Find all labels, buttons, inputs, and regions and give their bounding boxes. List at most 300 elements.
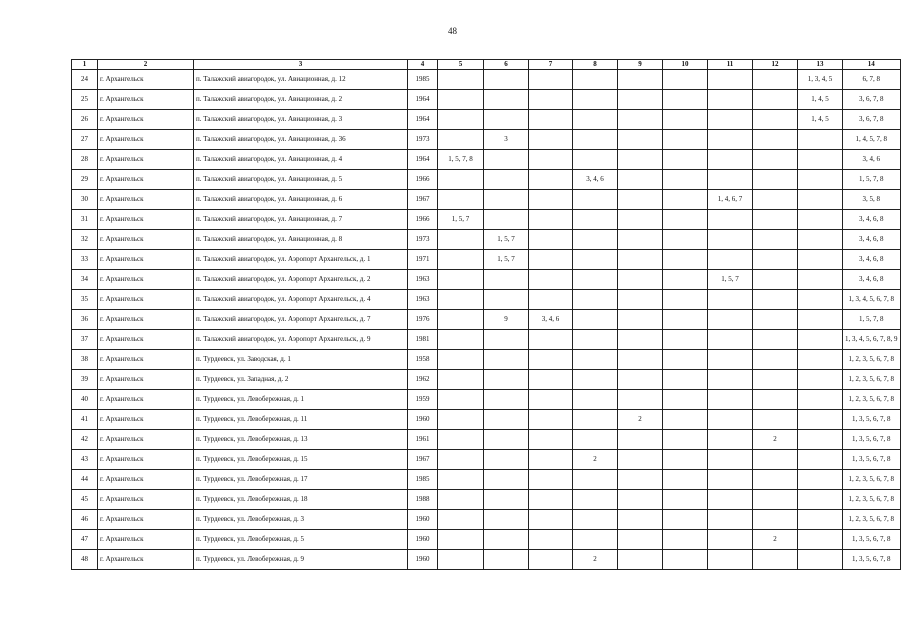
- col-8-cell: [573, 430, 618, 450]
- address-cell: п. Талажский авиагородок, ул. Аэропорт Архангельск, д. 9: [194, 330, 408, 350]
- year-cell: 1962: [408, 370, 438, 390]
- address-cell: п. Талажский авиагородок, ул. Авиационная, д. 5: [194, 170, 408, 190]
- col-5-cell: [438, 190, 484, 210]
- col-9-cell: 2: [618, 410, 663, 430]
- col-7-cell: [529, 390, 573, 410]
- column-header-9: 9: [618, 60, 663, 70]
- year-cell: 1958: [408, 350, 438, 370]
- table-row: [72, 430, 901, 450]
- col-13-cell: [798, 390, 843, 410]
- col-13-cell: [798, 370, 843, 390]
- col-6-cell: [484, 90, 529, 110]
- col-7-cell: [529, 450, 573, 470]
- year-cell: 1960: [408, 550, 438, 570]
- col-12-cell: [753, 490, 798, 510]
- col-5-cell: [438, 250, 484, 270]
- col-6-cell: [484, 290, 529, 310]
- col-8-cell: [573, 150, 618, 170]
- col-10-cell: [663, 130, 708, 150]
- col-14-cell: 1, 3, 5, 6, 7, 8: [843, 430, 901, 450]
- col-5-cell: [438, 270, 484, 290]
- table-header-row: [72, 60, 901, 70]
- col-13-cell: [798, 290, 843, 310]
- column-header-1: 1: [72, 60, 98, 70]
- table-row: [72, 330, 901, 350]
- col-5-cell: [438, 230, 484, 250]
- city-cell: г. Архангельск: [98, 450, 194, 470]
- col-5-cell: [438, 450, 484, 470]
- col-14-cell: 1, 3, 4, 5, 6, 7, 8, 9: [843, 330, 901, 350]
- row-number-cell: 27: [72, 130, 98, 150]
- col-12-cell: [753, 250, 798, 270]
- col-9-cell: [618, 230, 663, 250]
- col-7-cell: 3, 4, 6: [529, 310, 573, 330]
- col-11-cell: 1, 5, 7: [708, 270, 753, 290]
- col-8-cell: [573, 210, 618, 230]
- col-13-cell: [798, 190, 843, 210]
- col-10-cell: [663, 370, 708, 390]
- year-cell: 1964: [408, 110, 438, 130]
- col-12-cell: [753, 350, 798, 370]
- col-14-cell: 3, 4, 6, 8: [843, 230, 901, 250]
- col-11-cell: [708, 250, 753, 270]
- address-cell: п. Талажский авиагородок, ул. Аэропорт Архангельск, д. 7: [194, 310, 408, 330]
- col-12-cell: 2: [753, 430, 798, 450]
- col-7-cell: [529, 490, 573, 510]
- col-13-cell: [798, 250, 843, 270]
- address-cell: п. Турдеевск, ул. Левобережная, д. 5: [194, 530, 408, 550]
- col-13-cell: [798, 150, 843, 170]
- city-cell: г. Архангельск: [98, 350, 194, 370]
- col-12-cell: [753, 550, 798, 570]
- row-number-cell: 36: [72, 310, 98, 330]
- col-14-cell: 1, 2, 3, 5, 6, 7, 8: [843, 350, 901, 370]
- year-cell: 1960: [408, 530, 438, 550]
- col-7-cell: [529, 70, 573, 90]
- row-number-cell: 37: [72, 330, 98, 350]
- col-11-cell: [708, 370, 753, 390]
- col-11-cell: [708, 390, 753, 410]
- col-9-cell: [618, 130, 663, 150]
- table-row: [72, 390, 901, 410]
- col-6-cell: [484, 390, 529, 410]
- col-7-cell: [529, 510, 573, 530]
- col-7-cell: [529, 230, 573, 250]
- col-13-cell: [798, 330, 843, 350]
- table-row: [72, 190, 901, 210]
- col-13-cell: [798, 230, 843, 250]
- table-row: [72, 370, 901, 390]
- address-cell: п. Талажский авиагородок, ул. Аэропорт Архангельск, д. 1: [194, 250, 408, 270]
- col-11-cell: [708, 450, 753, 470]
- city-cell: г. Архангельск: [98, 190, 194, 210]
- col-12-cell: [753, 110, 798, 130]
- year-cell: 1985: [408, 470, 438, 490]
- row-number-cell: 45: [72, 490, 98, 510]
- city-cell: г. Архангельск: [98, 170, 194, 190]
- col-10-cell: [663, 150, 708, 170]
- col-7-cell: [529, 470, 573, 490]
- col-11-cell: [708, 90, 753, 110]
- col-7-cell: [529, 410, 573, 430]
- table-row: [72, 170, 901, 190]
- row-number-cell: 29: [72, 170, 98, 190]
- city-cell: г. Архангельск: [98, 290, 194, 310]
- col-12-cell: [753, 230, 798, 250]
- col-5-cell: [438, 470, 484, 490]
- city-cell: г. Архангельск: [98, 150, 194, 170]
- col-10-cell: [663, 110, 708, 130]
- address-cell: п. Талажский авиагородок, ул. Аэропорт Архангельск, д. 2: [194, 270, 408, 290]
- city-cell: г. Архангельск: [98, 110, 194, 130]
- col-10-cell: [663, 190, 708, 210]
- col-9-cell: [618, 150, 663, 170]
- col-9-cell: [618, 450, 663, 470]
- address-cell: п. Талажский авиагородок, ул. Авиационная, д. 3: [194, 110, 408, 130]
- col-6-cell: [484, 450, 529, 470]
- registry-table: [71, 59, 901, 570]
- col-9-cell: [618, 310, 663, 330]
- col-9-cell: [618, 490, 663, 510]
- col-5-cell: [438, 70, 484, 90]
- table-row: [72, 70, 901, 90]
- col-6-cell: [484, 370, 529, 390]
- col-8-cell: 2: [573, 450, 618, 470]
- col-10-cell: [663, 230, 708, 250]
- col-12-cell: [753, 90, 798, 110]
- col-5-cell: [438, 410, 484, 430]
- year-cell: 1959: [408, 390, 438, 410]
- col-5-cell: [438, 130, 484, 150]
- column-header-5: 5: [438, 60, 484, 70]
- page-number: 48: [448, 26, 457, 36]
- col-12-cell: [753, 130, 798, 150]
- col-9-cell: [618, 110, 663, 130]
- col-7-cell: [529, 550, 573, 570]
- col-14-cell: 1, 5, 7, 8: [843, 310, 901, 330]
- col-12-cell: [753, 410, 798, 430]
- year-cell: 1960: [408, 410, 438, 430]
- col-14-cell: 6, 7, 8: [843, 70, 901, 90]
- col-14-cell: 1, 2, 3, 5, 6, 7, 8: [843, 510, 901, 530]
- col-10-cell: [663, 310, 708, 330]
- col-8-cell: [573, 510, 618, 530]
- address-cell: п. Талажский авиагородок, ул. Авиационная, д. 4: [194, 150, 408, 170]
- table-row: [72, 230, 901, 250]
- city-cell: г. Архангельск: [98, 550, 194, 570]
- city-cell: г. Архангельск: [98, 70, 194, 90]
- col-9-cell: [618, 510, 663, 530]
- col-13-cell: 1, 4, 5: [798, 90, 843, 110]
- col-13-cell: [798, 130, 843, 150]
- col-10-cell: [663, 70, 708, 90]
- col-7-cell: [529, 270, 573, 290]
- col-11-cell: [708, 150, 753, 170]
- col-11-cell: [708, 530, 753, 550]
- address-cell: п. Турдеевск, ул. Левобережная, д. 11: [194, 410, 408, 430]
- col-6-cell: [484, 110, 529, 130]
- col-10-cell: [663, 450, 708, 470]
- col-10-cell: [663, 470, 708, 490]
- col-11-cell: [708, 550, 753, 570]
- col-6-cell: [484, 490, 529, 510]
- column-header-8: 8: [573, 60, 618, 70]
- col-13-cell: [798, 490, 843, 510]
- col-13-cell: [798, 310, 843, 330]
- col-14-cell: 1, 3, 5, 6, 7, 8: [843, 410, 901, 430]
- col-9-cell: [618, 250, 663, 270]
- row-number-cell: 32: [72, 230, 98, 250]
- city-cell: г. Архангельск: [98, 130, 194, 150]
- col-12-cell: [753, 370, 798, 390]
- col-9-cell: [618, 370, 663, 390]
- col-8-cell: 2: [573, 550, 618, 570]
- table-row: [72, 210, 901, 230]
- col-14-cell: 3, 5, 8: [843, 190, 901, 210]
- col-12-cell: [753, 450, 798, 470]
- col-8-cell: [573, 290, 618, 310]
- address-cell: п. Турдеевск, ул. Левобережная, д. 18: [194, 490, 408, 510]
- col-11-cell: [708, 410, 753, 430]
- col-13-cell: [798, 470, 843, 490]
- col-6-cell: [484, 70, 529, 90]
- col-13-cell: [798, 450, 843, 470]
- col-10-cell: [663, 350, 708, 370]
- col-9-cell: [618, 350, 663, 370]
- col-14-cell: 3, 4, 6, 8: [843, 270, 901, 290]
- row-number-cell: 47: [72, 530, 98, 550]
- col-14-cell: 3, 4, 6, 8: [843, 250, 901, 270]
- col-5-cell: 1, 5, 7: [438, 210, 484, 230]
- col-11-cell: [708, 470, 753, 490]
- address-cell: п. Талажский авиагородок, ул. Авиационная, д. 7: [194, 210, 408, 230]
- col-10-cell: [663, 410, 708, 430]
- city-cell: г. Архангельск: [98, 230, 194, 250]
- col-12-cell: [753, 290, 798, 310]
- city-cell: г. Архангельск: [98, 210, 194, 230]
- col-11-cell: [708, 170, 753, 190]
- col-8-cell: [573, 270, 618, 290]
- address-cell: п. Талажский авиагородок, ул. Авиационная, д. 6: [194, 190, 408, 210]
- year-cell: 1963: [408, 290, 438, 310]
- col-7-cell: [529, 330, 573, 350]
- col-9-cell: [618, 170, 663, 190]
- year-cell: 1973: [408, 130, 438, 150]
- year-cell: 1967: [408, 190, 438, 210]
- col-7-cell: [529, 250, 573, 270]
- table-row: [72, 350, 901, 370]
- col-7-cell: [529, 290, 573, 310]
- year-cell: 1964: [408, 90, 438, 110]
- col-12-cell: [753, 270, 798, 290]
- col-14-cell: 1, 2, 3, 5, 6, 7, 8: [843, 390, 901, 410]
- col-12-cell: [753, 330, 798, 350]
- col-8-cell: [573, 130, 618, 150]
- col-14-cell: 1, 4, 5, 7, 8: [843, 130, 901, 150]
- year-cell: 1976: [408, 310, 438, 330]
- row-number-cell: 46: [72, 510, 98, 530]
- col-14-cell: 1, 3, 4, 5, 6, 7, 8: [843, 290, 901, 310]
- col-7-cell: [529, 150, 573, 170]
- col-8-cell: [573, 390, 618, 410]
- col-12-cell: 2: [753, 530, 798, 550]
- address-cell: п. Турдеевск, ул. Левобережная, д. 15: [194, 450, 408, 470]
- col-10-cell: [663, 90, 708, 110]
- table-row: [72, 150, 901, 170]
- col-12-cell: [753, 70, 798, 90]
- col-8-cell: [573, 110, 618, 130]
- address-cell: п. Талажский авиагородок, ул. Аэропорт Архангельск, д. 4: [194, 290, 408, 310]
- city-cell: г. Архангельск: [98, 490, 194, 510]
- col-9-cell: [618, 270, 663, 290]
- col-11-cell: [708, 510, 753, 530]
- col-9-cell: [618, 90, 663, 110]
- col-5-cell: 1, 5, 7, 8: [438, 150, 484, 170]
- col-8-cell: [573, 70, 618, 90]
- col-5-cell: [438, 390, 484, 410]
- col-13-cell: [798, 350, 843, 370]
- col-6-cell: 1, 5, 7: [484, 230, 529, 250]
- row-number-cell: 44: [72, 470, 98, 490]
- col-12-cell: [753, 510, 798, 530]
- row-number-cell: 41: [72, 410, 98, 430]
- col-7-cell: [529, 110, 573, 130]
- col-6-cell: [484, 330, 529, 350]
- address-cell: п. Турдеевск, ул. Левобережная, д. 13: [194, 430, 408, 450]
- city-cell: г. Архангельск: [98, 430, 194, 450]
- table-row: [72, 450, 901, 470]
- table-row: [72, 470, 901, 490]
- year-cell: 1985: [408, 70, 438, 90]
- address-cell: п. Талажский авиагородок, ул. Авиационная, д. 8: [194, 230, 408, 250]
- column-header-4: 4: [408, 60, 438, 70]
- col-10-cell: [663, 550, 708, 570]
- col-11-cell: [708, 490, 753, 510]
- col-6-cell: 9: [484, 310, 529, 330]
- col-13-cell: [798, 210, 843, 230]
- city-cell: г. Архангельск: [98, 90, 194, 110]
- col-6-cell: [484, 510, 529, 530]
- col-6-cell: [484, 350, 529, 370]
- row-number-cell: 24: [72, 70, 98, 90]
- row-number-cell: 26: [72, 110, 98, 130]
- col-8-cell: [573, 530, 618, 550]
- col-13-cell: [798, 510, 843, 530]
- city-cell: г. Архангельск: [98, 250, 194, 270]
- row-number-cell: 48: [72, 550, 98, 570]
- col-5-cell: [438, 90, 484, 110]
- col-10-cell: [663, 510, 708, 530]
- col-9-cell: [618, 550, 663, 570]
- col-5-cell: [438, 110, 484, 130]
- address-cell: п. Турдеевск, ул. Заводская, д. 1: [194, 350, 408, 370]
- col-10-cell: [663, 430, 708, 450]
- col-6-cell: [484, 170, 529, 190]
- col-5-cell: [438, 350, 484, 370]
- address-cell: п. Турдеевск, ул. Левобережная, д. 3: [194, 510, 408, 530]
- col-14-cell: 3, 4, 6: [843, 150, 901, 170]
- col-6-cell: [484, 550, 529, 570]
- col-13-cell: [798, 410, 843, 430]
- col-9-cell: [618, 290, 663, 310]
- col-11-cell: [708, 130, 753, 150]
- col-11-cell: [708, 310, 753, 330]
- col-6-cell: [484, 530, 529, 550]
- col-7-cell: [529, 130, 573, 150]
- col-11-cell: [708, 350, 753, 370]
- col-12-cell: [753, 310, 798, 330]
- year-cell: 1971: [408, 250, 438, 270]
- col-6-cell: 3: [484, 130, 529, 150]
- city-cell: г. Архангельск: [98, 270, 194, 290]
- row-number-cell: 35: [72, 290, 98, 310]
- col-13-cell: 1, 4, 5: [798, 110, 843, 130]
- address-cell: п. Турдеевск, ул. Левобережная, д. 9: [194, 550, 408, 570]
- city-cell: г. Архангельск: [98, 410, 194, 430]
- col-5-cell: [438, 490, 484, 510]
- col-6-cell: [484, 470, 529, 490]
- column-header-10: 10: [663, 60, 708, 70]
- address-cell: п. Турдеевск, ул. Левобережная, д. 1: [194, 390, 408, 410]
- col-9-cell: [618, 210, 663, 230]
- row-number-cell: 40: [72, 390, 98, 410]
- col-6-cell: [484, 210, 529, 230]
- col-10-cell: [663, 330, 708, 350]
- col-9-cell: [618, 470, 663, 490]
- col-10-cell: [663, 270, 708, 290]
- year-cell: 1966: [408, 170, 438, 190]
- col-6-cell: [484, 270, 529, 290]
- city-cell: г. Архангельск: [98, 390, 194, 410]
- year-cell: 1966: [408, 210, 438, 230]
- col-14-cell: 1, 5, 7, 8: [843, 170, 901, 190]
- year-cell: 1988: [408, 490, 438, 510]
- address-cell: п. Турдеевск, ул. Западная, д. 2: [194, 370, 408, 390]
- col-5-cell: [438, 310, 484, 330]
- col-9-cell: [618, 530, 663, 550]
- address-cell: п. Талажский авиагородок, ул. Авиационная, д. 36: [194, 130, 408, 150]
- table-row: [72, 410, 901, 430]
- col-8-cell: [573, 410, 618, 430]
- row-number-cell: 43: [72, 450, 98, 470]
- col-7-cell: [529, 370, 573, 390]
- table-row: [72, 510, 901, 530]
- table-row: [72, 550, 901, 570]
- year-cell: 1961: [408, 430, 438, 450]
- col-9-cell: [618, 330, 663, 350]
- col-7-cell: [529, 90, 573, 110]
- column-header-3: 3: [194, 60, 408, 70]
- column-header-13: 13: [798, 60, 843, 70]
- year-cell: 1964: [408, 150, 438, 170]
- col-9-cell: [618, 190, 663, 210]
- col-10-cell: [663, 290, 708, 310]
- table-row: [72, 130, 901, 150]
- column-header-7: 7: [529, 60, 573, 70]
- col-14-cell: 1, 2, 3, 5, 6, 7, 8: [843, 370, 901, 390]
- col-8-cell: [573, 230, 618, 250]
- col-8-cell: [573, 90, 618, 110]
- col-6-cell: [484, 430, 529, 450]
- col-6-cell: 1, 5, 7: [484, 250, 529, 270]
- col-8-cell: [573, 250, 618, 270]
- col-11-cell: [708, 430, 753, 450]
- col-10-cell: [663, 490, 708, 510]
- col-9-cell: [618, 70, 663, 90]
- col-11-cell: [708, 330, 753, 350]
- col-10-cell: [663, 250, 708, 270]
- col-10-cell: [663, 210, 708, 230]
